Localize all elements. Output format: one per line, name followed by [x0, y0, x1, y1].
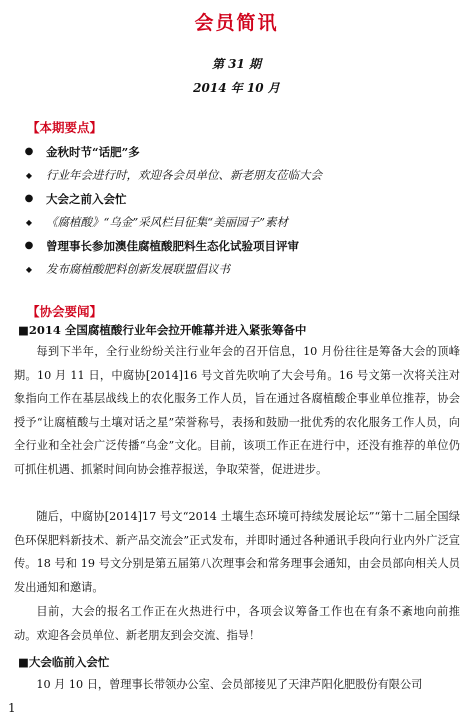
diamond-bullet-icon: [22, 264, 36, 275]
filled-circle-bullet-icon: [22, 240, 36, 251]
highlight-text: 大会之前入会忙: [46, 191, 127, 206]
highlight-text: 《腐植酸》“乌金”采风栏目征集“美丽园子”素材: [46, 215, 289, 230]
newsletter-title: 会员简讯: [194, 12, 279, 34]
highlight-text: 行业年会进行时，欢迎各会员单位、新老朋友莅临大会: [46, 168, 322, 183]
highlight-text: 金秋时节“话肥”多: [46, 144, 140, 159]
highlight-item: [22, 187, 462, 211]
article-title: ■大会临前入会忙: [18, 655, 110, 669]
highlights-heading: 【本期要点】: [27, 120, 103, 135]
issue-date: 2014 年 10 月: [193, 81, 280, 95]
filled-circle-bullet-icon: [22, 193, 36, 204]
highlight-item: [22, 234, 462, 258]
highlight-item: [22, 258, 462, 282]
highlight-item: [22, 140, 462, 164]
issue-number: 第 31 期: [211, 57, 262, 71]
highlight-item: [22, 164, 462, 188]
news-heading: 【协会要闻】: [27, 304, 103, 319]
diamond-bullet-icon: [22, 170, 36, 181]
highlight-item: [22, 211, 462, 235]
highlight-text: 曾理事长参加澳佳腐植酸肥料生态化试验项目评审: [46, 238, 299, 253]
page-number: 1: [8, 701, 16, 715]
article-paragraph: 目前，大会的报名工作正在火热进行中，各项会议筹备工作也在有条不紊地向前推动。欢迎各会员单位、新老朋友到会交流、指导！: [14, 605, 460, 642]
highlight-text: 发布腐植酸肥料创新发展联盟倡议书: [46, 262, 230, 277]
article-title: ■2014 全国腐植酸行业年会拉开帷幕并进入紧张筹备中: [18, 323, 307, 337]
article-paragraph: 随后，中腐协[2014]17 号文“2014 土壤生态环境可持续发展论坛”“第十二届全国绿色环保肥料新技术、新产品交流会”正式发布，并即时通过各种通讯手段向行业内外广泛宣传。18 号和 19 号文分别是第五届第八次理事会和常务理事会通知，由会员部向相关人员发出通知和邀请。: [14, 510, 460, 594]
article-paragraph: 10 月 10 日，曾理事长带领办公室、会员部接见了天津芦阳化肥股份有限公司: [36, 678, 423, 691]
filled-circle-bullet-icon: [22, 146, 36, 157]
highlights-list: [22, 140, 462, 281]
diamond-bullet-icon: [22, 217, 36, 228]
article-paragraph: 每到下半年，全行业纷纷关注行业年会的召开信息，10 月份往往是筹备大会的顶峰期。10 月 11 日，中腐协[2014]16 号文首先吹响了大会号角。16 号文第一次将关注对象指向工作在基层战线上的农化服务工作人员，旨在通过各腐植酸企事业单位推荐，协会授予“让腐植酸与土壤对话之星”荣誉称号，表扬和鼓励一批优秀的农化服务工作人员，向全行业和全社会广泛传播“乌金”文化。目前，该项工作正在进行中，还没有推荐的单位仍可抓住机遇、抓紧时间向协会推荐报送，争取荣誉，促进进步。: [14, 345, 460, 476]
